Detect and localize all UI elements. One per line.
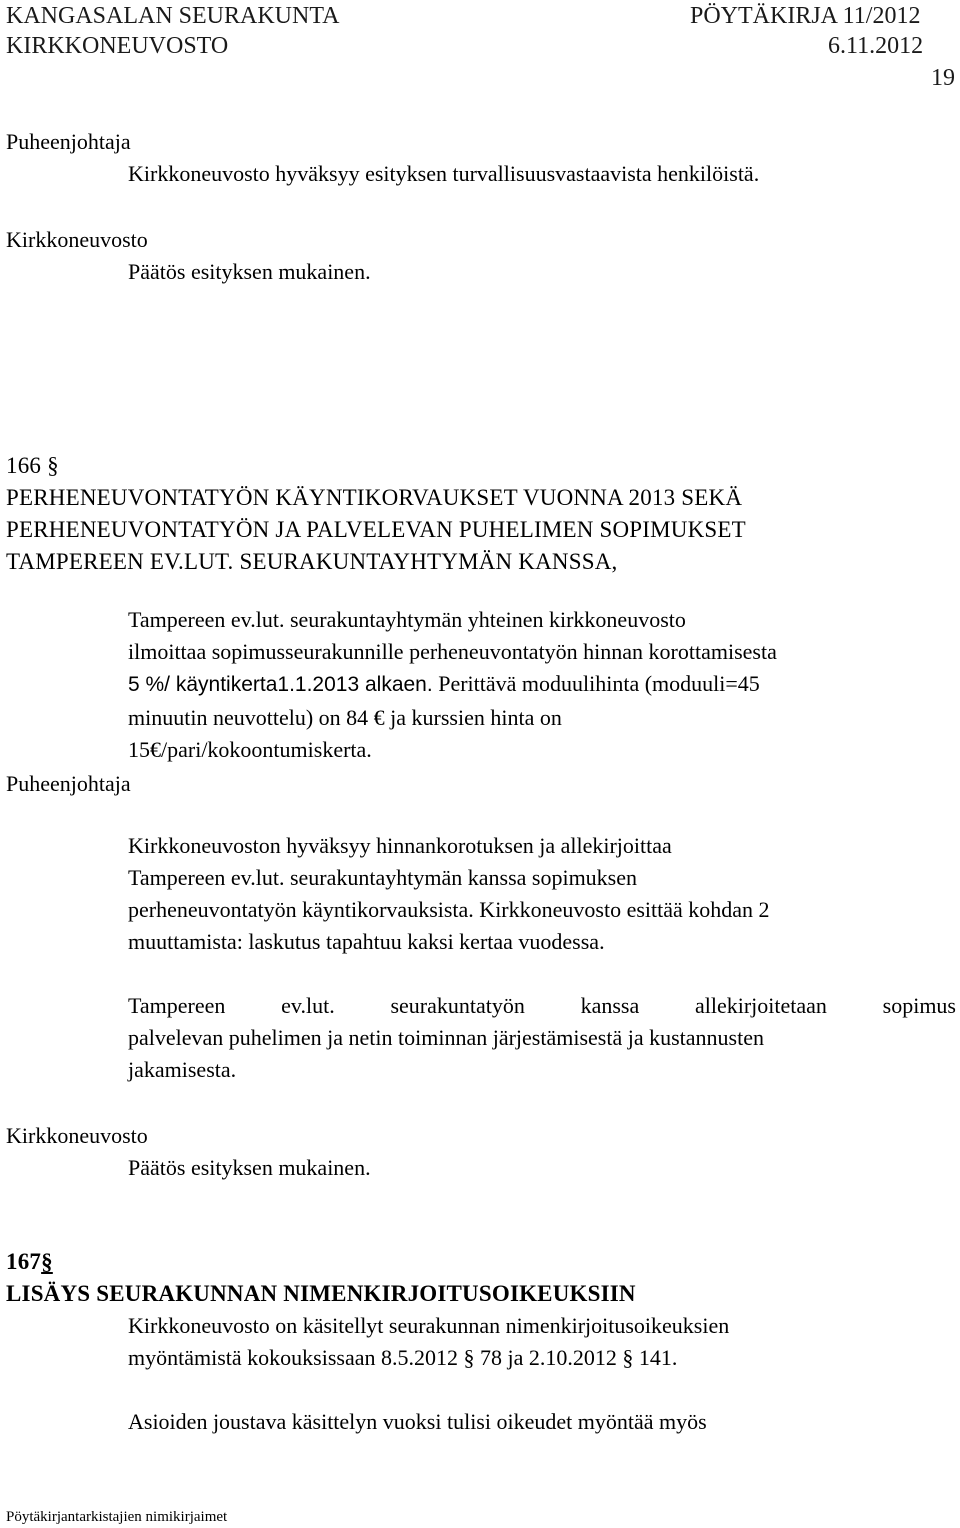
chair-line: perheneuvontatyön käyntikorvauksista. Kirkkoneuvosto esittää kohdan 2 — [128, 897, 770, 922]
section-167-line: myöntämistä kokouksissaan 8.5.2012 § 78 ja 2.10.2012 § 141. — [128, 1345, 678, 1370]
section-166-number: 166 § — [6, 453, 59, 478]
chair-line: Kirkkoneuvoston hyväksyy hinnankorotuksen ja allekirjoittaa — [128, 833, 672, 858]
section-167-line: Asioiden joustava käsittelyn vuoksi tulisi oikeudet myöntää myös — [128, 1409, 707, 1434]
council-label: Kirkkoneuvosto — [6, 1123, 148, 1148]
chair-line: muuttamista: laskutus tapahtuu kaksi kertaa vuodessa. — [128, 929, 605, 954]
intro-line: Tampereen ev.lut. seurakuntayhtymän yhteinen kirkkoneuvosto — [128, 607, 686, 632]
chair-proposal: Kirkkoneuvosto hyväksyy esityksen turvallisuusvastaavista henkilöistä. — [128, 161, 760, 186]
word: seurakuntatyön — [390, 993, 525, 1018]
intro-line: ilmoittaa sopimusseurakunnille perheneuvontatyön hinnan korottamisesta — [128, 639, 777, 664]
section-167-title: LISÄYS SEURAKUNNAN NIMENKIRJOITUSOIKEUKSIIN — [6, 1281, 636, 1306]
council-decision: Päätös esityksen mukainen. — [128, 1155, 371, 1180]
phone-service-line-justified — [128, 990, 956, 1022]
word: allekirjoitetaan — [694, 993, 827, 1018]
word: sopimus — [882, 993, 956, 1018]
header-body-name: KIRKKONEUVOSTO — [6, 33, 229, 59]
section-167-number: 167§ — [6, 1249, 53, 1274]
header-org: KANGASALAN SEURAKUNTA — [6, 3, 340, 29]
intro-line — [128, 668, 760, 701]
intro-line: minuutin neuvottelu) on 84 € ja kurssien hinta on — [128, 705, 562, 730]
section-166-title-line: TAMPEREEN EV.LUT. SEURAKUNTAYHTYMÄN KANSSA, — [6, 549, 618, 574]
header-doc-title: PÖYTÄKIRJA 11/2012 — [690, 3, 921, 29]
header-date: 6.11.2012 — [828, 33, 924, 59]
word: Tampereen — [128, 993, 226, 1018]
word: ev.lut. — [281, 993, 335, 1018]
section-166-title-line: PERHENEUVONTATYÖN JA PALVELEVAN PUHELIMEN SOPIMUKSET — [6, 517, 746, 542]
page-number: 19 — [931, 65, 955, 91]
section-167-line: Kirkkoneuvosto on käsitellyt seurakunnan nimenkirjoitusoikeuksien — [128, 1313, 730, 1338]
intro-line: 15€/pari/kokoontumiskerta. — [128, 737, 372, 762]
section-166-title-line: PERHENEUVONTATYÖN KÄYNTIKORVAUKSET VUONNA 2013 SEKÄ — [6, 485, 743, 510]
intro-module-price: Perittävä moduulihinta (moduuli=45 — [432, 671, 760, 696]
chair-label: Puheenjohtaja — [6, 771, 131, 796]
council-decision: Päätös esityksen mukainen. — [128, 259, 371, 284]
word: kanssa — [580, 993, 640, 1018]
intro-price-increase: 5 %/ käyntikerta1.1.2013 alkaen. — [128, 673, 433, 696]
phone-service-line: palvelevan puhelimen ja netin toiminnan järjestämisestä ja kustannusten — [128, 1025, 764, 1050]
council-label: Kirkkoneuvosto — [6, 227, 148, 252]
phone-service-line: jakamisesta. — [128, 1057, 237, 1082]
chair-line: Tampereen ev.lut. seurakuntayhtymän kanssa sopimuksen — [128, 865, 638, 890]
footer-initials-label: Pöytäkirjantarkistajien nimikirjaimet — [6, 1509, 228, 1525]
paragraph-mark: § — [47, 453, 59, 478]
paragraph-mark: § — [41, 1249, 53, 1274]
chair-label: Puheenjohtaja — [6, 129, 131, 154]
